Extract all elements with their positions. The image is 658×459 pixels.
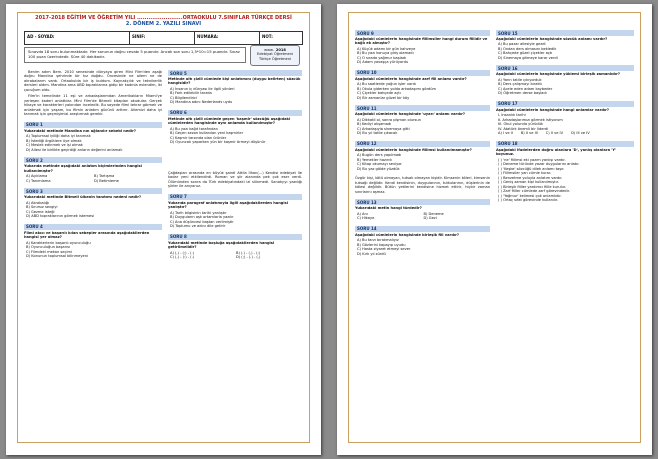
option-c[interactable]: C) Bahçede güzel çiçekler açtı — [498, 51, 553, 56]
question-10 — [355, 70, 490, 100]
question-text: Metinde altı çizili cümlede kişi anlatımını (duygu belirten) sözcük hangisidir? — [168, 77, 301, 86]
question-number: SORU 17 — [496, 101, 634, 107]
option-c[interactable]: C) Meslek edinmek ve işi olmak — [26, 143, 83, 148]
option-c[interactable]: C) Kaşmir tarzında olan ürünler — [170, 135, 227, 140]
option-a[interactable]: A) Bu pazar ailesiyle gezdi — [498, 42, 546, 47]
question-text: Yukarıda paragraf anlatımıyla ilgili aşağıdakilerden hangisi yanlıştır? — [168, 200, 288, 210]
true-false-item[interactable]: ( ) 'Keşke' sözcüğü dilek anlamı taşır. — [498, 166, 565, 171]
option-a[interactable]: A) Bu saatlerde yoğun işler vardı — [357, 82, 416, 87]
options-grid — [168, 251, 302, 260]
option-b[interactable]: B) Ondan ders almasını bekledik — [498, 46, 557, 51]
option-a[interactable]: A) Akrabalığı — [26, 200, 49, 205]
true-false-item[interactable]: ( ) Birleşik fiiller yardımcı fiille kurulur. — [498, 184, 567, 189]
option-d[interactable]: D) Bir zamanlar güzel bir köy — [357, 95, 410, 100]
answer-row — [496, 131, 634, 135]
option-b[interactable]: B) Duyguların aşk ortamlarla yazılır — [170, 215, 234, 220]
question-18 — [496, 141, 634, 203]
option-b[interactable]: B) Bu yazı konuya giriş olamadı — [357, 51, 414, 56]
option-d[interactable]: D) III ve IV — [571, 131, 590, 136]
question-number: SORU 7 — [168, 194, 302, 200]
question-text: Aşağıdaki cümlelerin hangisinde fiilimsi kullanılmamıştır? — [355, 147, 472, 152]
logo-line-3: Türkçe Öğretmeni — [259, 56, 291, 61]
options-grid — [24, 174, 162, 183]
option-a[interactable]: A) Karakterlerin başarılı oyunculuğu — [26, 240, 91, 245]
question-9 — [355, 30, 490, 65]
question-number: SORU 9 — [355, 30, 490, 36]
option-a[interactable]: A) Tarih bilgisinin tarihi yanlıştır — [170, 210, 227, 215]
question-3 — [24, 188, 162, 218]
option-c[interactable]: C) Kitap okumayı seviyor — [357, 162, 402, 167]
reading-passage — [24, 70, 162, 117]
option-a[interactable]: A) Anı — [357, 211, 368, 216]
exam-page-2 — [337, 4, 652, 455]
true-false-item[interactable]: ( ) Zarf fiiller cümlede zarf görevindedir. — [498, 189, 570, 194]
option-d[interactable]: D) Gezi — [423, 216, 437, 221]
page2-left-column — [355, 30, 490, 261]
option-c[interactable]: C) Filmdeki mekan seçimi — [26, 249, 72, 254]
option-b[interactable]: B) Fark edilebilir tarzda — [170, 91, 212, 96]
true-false-item[interactable]: ( ) Geniş zaman kipi kullanılmıştır. — [498, 180, 559, 185]
question-text: Aşağıdaki ifadelerden doğru olanlara 'D', yanlış olanlara 'Y' koyunuz. — [496, 147, 617, 157]
option-a[interactable]: A) İnsanın iç dünyası ile ilgili yönleri — [170, 86, 235, 91]
option-c[interactable]: C) Gezme isteği — [26, 209, 55, 214]
question-number: SORU 2 — [24, 157, 162, 163]
question-text: Aşağıdaki cümlelerin hangisinde yüklemi birleşik zamanlıdır? — [496, 72, 620, 77]
roman-item-1: I. İnsanlık tarihi — [498, 113, 526, 118]
question-text: Yukarıdaki metinde Bitmeli ülkenin tanıtımı nedeni nedir? — [24, 195, 142, 200]
question-5 — [168, 70, 302, 105]
question-text: Aşağıdaki cümlelerin hangisinde fiilimsiler hangi durum fiilidir ve bağlı ek almıştır? — [355, 37, 488, 46]
question-number: SORU 1 — [24, 122, 162, 128]
option-a[interactable]: A) (,) - (;) - (.) — [170, 250, 195, 255]
option-c[interactable]: C) O sırada yağmur başladı — [357, 55, 407, 60]
question-4 — [24, 224, 162, 259]
page2-right-column — [496, 30, 634, 208]
option-b[interactable]: B) Sınırsız sevgiyi — [26, 205, 58, 210]
option-b[interactable]: B) II ve III — [520, 131, 538, 136]
question-number: SORU 15 — [496, 30, 634, 36]
option-d[interactable]: D) Konunun toplumsal bilinmeyeni — [26, 254, 88, 259]
roman-item-2: II. Arkadaşlarımızı görmek istiyorum — [498, 117, 563, 122]
question-number: SORU 6 — [168, 110, 302, 116]
option-c[interactable]: C) Hikaye — [357, 216, 375, 221]
question-text: Aşağıdaki cümlelerin hangisinde birleşik fiil vardır? — [355, 232, 459, 237]
exam-page-1 — [6, 4, 321, 455]
passage-paragraph-2: Film'in temelinde 11 eşi ve arkadaşlarımdan Amerikalıların Miami'ye yerleşen kaderi anlattılar. Mini Film'de Bitmeli kitapları okudular. Gerçek hikaye ve karakterleri yakından inceledik. Bu sayede filmi tekrar görmek ve anlatmak için yaşam, bu filmin anlatım gücünü arttırır. Ailemizi daha iyi tanımak için geçmişimizi araştırmak gerekir. — [24, 94, 162, 117]
question-11 — [355, 105, 490, 135]
question-text: Filmi akıcı ve başarılı kılan sebepler arasında aşağıdakilerden hangisi yer almaz? — [24, 230, 150, 240]
option-d[interactable]: D) Toplumu ve adını dile getirir — [170, 224, 226, 229]
option-b[interactable]: B) Oyunculuğun başarısı — [26, 245, 70, 250]
option-d[interactable]: D) Bu yıl tatile çıkacak — [357, 131, 398, 136]
publisher-logo — [250, 45, 300, 66]
question-15 — [496, 30, 634, 60]
question-number: SORU 16 — [496, 65, 634, 71]
name-field[interactable]: AD - SOYAD: — [25, 32, 130, 44]
option-c[interactable]: C) Hasta ziyaret etmeyi sever — [357, 247, 411, 252]
option-a[interactable]: A) Bu yazı kağıt tarafından — [170, 126, 218, 131]
option-c[interactable]: C) II ve IV — [545, 131, 564, 136]
question-6 — [168, 110, 302, 145]
option-b[interactable]: B) (.) - (,) - (;) — [236, 250, 261, 255]
option-a[interactable]: A) Küçük adamı bir gün kahveye — [357, 46, 416, 51]
option-b[interactable]: B) Tartışma — [94, 174, 115, 179]
true-false-item[interactable]: ( ) Ortaç sıfat görevinde kullanılır. — [498, 198, 559, 203]
option-d[interactable]: D) Sinemaya gitmeye karar verdi — [498, 55, 558, 60]
option-d[interactable]: D) Ailesi ile birlikte geçirdiği anların değerini anlamak — [26, 147, 123, 152]
option-a[interactable]: A) Açıklama — [26, 174, 48, 179]
option-c[interactable]: C) Tanımlama — [26, 178, 51, 183]
roman-item-3: III. Okul yolunda yürüdük — [498, 122, 543, 127]
title-line-1: 2017-2018 EĞİTİM VE ÖĞRETİM YILI ........................ORTAOKULU 7.SINIFLAR TÜRKÇE DERSİ — [35, 15, 292, 21]
question-text: Yukarıdaki metin hangi türdedir? — [355, 206, 422, 211]
question-number: SORU 11 — [355, 105, 490, 111]
option-a[interactable]: A) Toplumsal iyiliği daha iyi tanımak — [26, 134, 91, 139]
question-text: Yukarıdaki metinde Mandina nın ağlanılır sebebi nedir? — [24, 128, 136, 133]
roman-item-4: IV. Atatürk önemli bir liderdi — [498, 126, 549, 131]
question-number: SORU 18 — [496, 141, 634, 147]
question-number: SORU 3 — [24, 188, 162, 194]
question-text: Yukarıda metinde aşağıdaki anlatım biçimlerinden hangisi kullanılmıştır? — [24, 164, 142, 173]
option-c[interactable]: C) Arkadaşıyla sinemaya gitti — [357, 126, 410, 131]
option-b[interactable]: B) İstediği örgütlere üye olmak — [26, 138, 82, 143]
option-d[interactable]: D) Öğretmen derse başladı — [498, 91, 547, 96]
question-text: Aşağıdaki cümlelerin hangisinde zarf fiil anlamı vardır? — [355, 76, 467, 81]
question-17 — [496, 101, 634, 136]
option-d[interactable]: D) Oyuncak yaparken yün bir kaşmir örmeyi düşünür — [170, 140, 266, 145]
true-false-item[interactable]: ( ) Fiilimsiler yan cümle kurar. — [498, 171, 552, 176]
question-text: Aşağıdaki cümlelerin hangisinde hangi anlamlar vardır? — [496, 107, 610, 112]
true-false-item[interactable]: ( ) 'Yağmur' kelimesi çok anlamlıdır. — [498, 193, 562, 198]
middle-paragraph: Çağdaşları arasında en büyük şairdi Attila İlhan(...) Kendisi edebiyat ile kadar yeni etkilendirdi. Roman ve şiir alanında pek çok eser verdi. Ölümünden sonra da Türk edebiyatındaki izi silinmedi. Sanatçıyı yazdığı şiirler ile anıyoruz. — [168, 170, 302, 189]
student-info-row — [24, 31, 303, 45]
option-b[interactable]: B) Kediyi okşamadı — [357, 122, 392, 127]
option-b[interactable]: B) Gözlerini kapayıp uyudu — [357, 242, 406, 247]
option-c[interactable]: C) Bilgilendirici — [170, 95, 198, 100]
question-number: SORU 13 — [355, 199, 490, 205]
question-2 — [24, 157, 162, 183]
option-a[interactable]: A) I ve II — [498, 131, 513, 136]
question-13 — [355, 199, 490, 220]
option-a[interactable]: A) Bu tarzı bırakmalıyız — [357, 238, 399, 243]
question-number: SORU 8 — [168, 234, 302, 240]
option-c[interactable]: C) Acele eden adam kaybeder — [498, 86, 553, 91]
question-14 — [355, 226, 490, 256]
long-paragraph: Özgür kişi, kötü olmayan, tutsak olmayan kişidir. Kimsenin köleri, kimsenin tutsağı değildir. Kendi kendisinin, duygularının, tutkularının, düşlerinin de kölesi değildir. Bütün yetilerini kendisine hizmet ettirir, hiçbir zaman sınırlarını aşmaz. — [355, 176, 490, 194]
option-b[interactable]: B) Geçen sezon kullanılan yeni kaşmirler — [170, 131, 244, 136]
question-number: SORU 5 — [168, 70, 302, 76]
option-d[interactable]: D) (;) - (.) - (,) — [236, 255, 261, 260]
option-b[interactable]: B) Yemekler hazırdı — [357, 157, 392, 162]
option-b[interactable]: B) Ders çalışmayı bıraktı — [498, 82, 542, 87]
option-b[interactable]: B) Okula giderken yolda arkadaşımı gördüm — [357, 86, 437, 91]
number-field[interactable]: NUMARA: — [195, 32, 260, 44]
option-d[interactable]: D) ABD topraklarının görmek istemesi — [26, 214, 95, 219]
question-text: Metinde altı çizili cümlede geçen 'kaşmir' sözcüğü aşağıdaki cümlelerden hangisinde aynı anlamda kullanılmıştır? — [168, 116, 291, 126]
question-text: Aşağıdaki cümlelerin hangisinde 'uyarı' anlamı vardır? — [355, 112, 465, 117]
title-line-2: 2. DÖNEM 2. YAZILI SINAVI — [125, 21, 202, 28]
question-number: SORU 10 — [355, 70, 490, 76]
grade-field[interactable]: NOT: — [262, 34, 273, 39]
option-d[interactable]: D) Kırk yıl sürdü — [357, 251, 386, 256]
question-number: SORU 14 — [355, 226, 490, 232]
question-8 — [168, 234, 302, 260]
question-number: SORU 4 — [24, 224, 162, 230]
question-16 — [496, 65, 634, 95]
option-a[interactable]: A) Bugün ders yapılmadı — [357, 153, 402, 158]
true-false-item[interactable]: ( ) Benzetme yoluyla anlatım vardır. — [498, 175, 563, 180]
true-false-item[interactable]: ( ) 'ne' fiilimsi eki yazım yanlışı vardır. — [498, 157, 566, 162]
true-false-item[interactable]: ( ) Deneme türünde yazar duygularını anlatır. — [498, 162, 580, 167]
page1-right-column — [168, 70, 302, 265]
passage-paragraph-1: Benim adım Bern. 2010 senesinde dünyaya giren Mini Film'den aşağı doğru Mandina şehrinde bir kız doğdu. Öncesinde ne ailem ne de akrabalarım vardı. Ortaokulda bir iş buldum. Kaynakçılık ve teknikerlik dersleri aldım. Mandina ama ABD topraklarına gidip bir kadınla evlendim, iki çocuğum oldu. — [24, 70, 162, 92]
question-12 — [355, 141, 490, 171]
logo-year: 2018 — [275, 48, 286, 52]
option-a[interactable]: A) Dikkatli ol, sonra pişman olursun — [357, 117, 421, 122]
option-c[interactable]: C) Çiçekler bahçede açtı — [357, 91, 401, 96]
exam-notice: Sınavda 18 soru bulunmaktadır. Her sorunun doğru cevabı 5 puandır. Ancak son soru 1,5*10=15 puandır. Sınav 100 puan üzerindedir. Süre 40 dakikadır. — [24, 47, 246, 63]
question-text: Aşağıdaki cümlelerin hangisinde sözcük anlamı vardır? — [496, 37, 608, 41]
exam-title — [24, 15, 303, 28]
option-d[interactable]: D) Bu yaz gölde yüzdük — [357, 166, 400, 171]
logo-line-2: Edebiyat Öğretmeni — [256, 52, 294, 57]
option-b[interactable]: B) Deneme — [423, 211, 444, 216]
option-c[interactable]: C) Ana düşüncesi baştan verilmiştir — [170, 219, 234, 224]
question-1 — [24, 122, 162, 152]
option-a[interactable]: A) Yarın tatile çıkıyorduk — [498, 77, 542, 82]
options-grid — [355, 212, 490, 221]
option-d[interactable]: D) Betimleme — [94, 178, 119, 183]
page1-left-column — [24, 70, 162, 264]
option-c[interactable]: C) (,) - (:) - (.) — [170, 255, 195, 260]
class-field[interactable]: SINIF: — [130, 32, 195, 44]
question-number: SORU 12 — [355, 141, 490, 147]
logo-top: www. — [264, 48, 274, 52]
question-text: Yukarıdaki metinde boşluğa aşağıdakilerden hangisi getirilmelidir? — [168, 240, 275, 250]
option-d[interactable]: D) Mandina adını Nederlands uydu — [170, 100, 233, 105]
question-7 — [168, 194, 302, 229]
option-d[interactable]: D) Adam yavaşça yürüyordu — [357, 60, 409, 65]
